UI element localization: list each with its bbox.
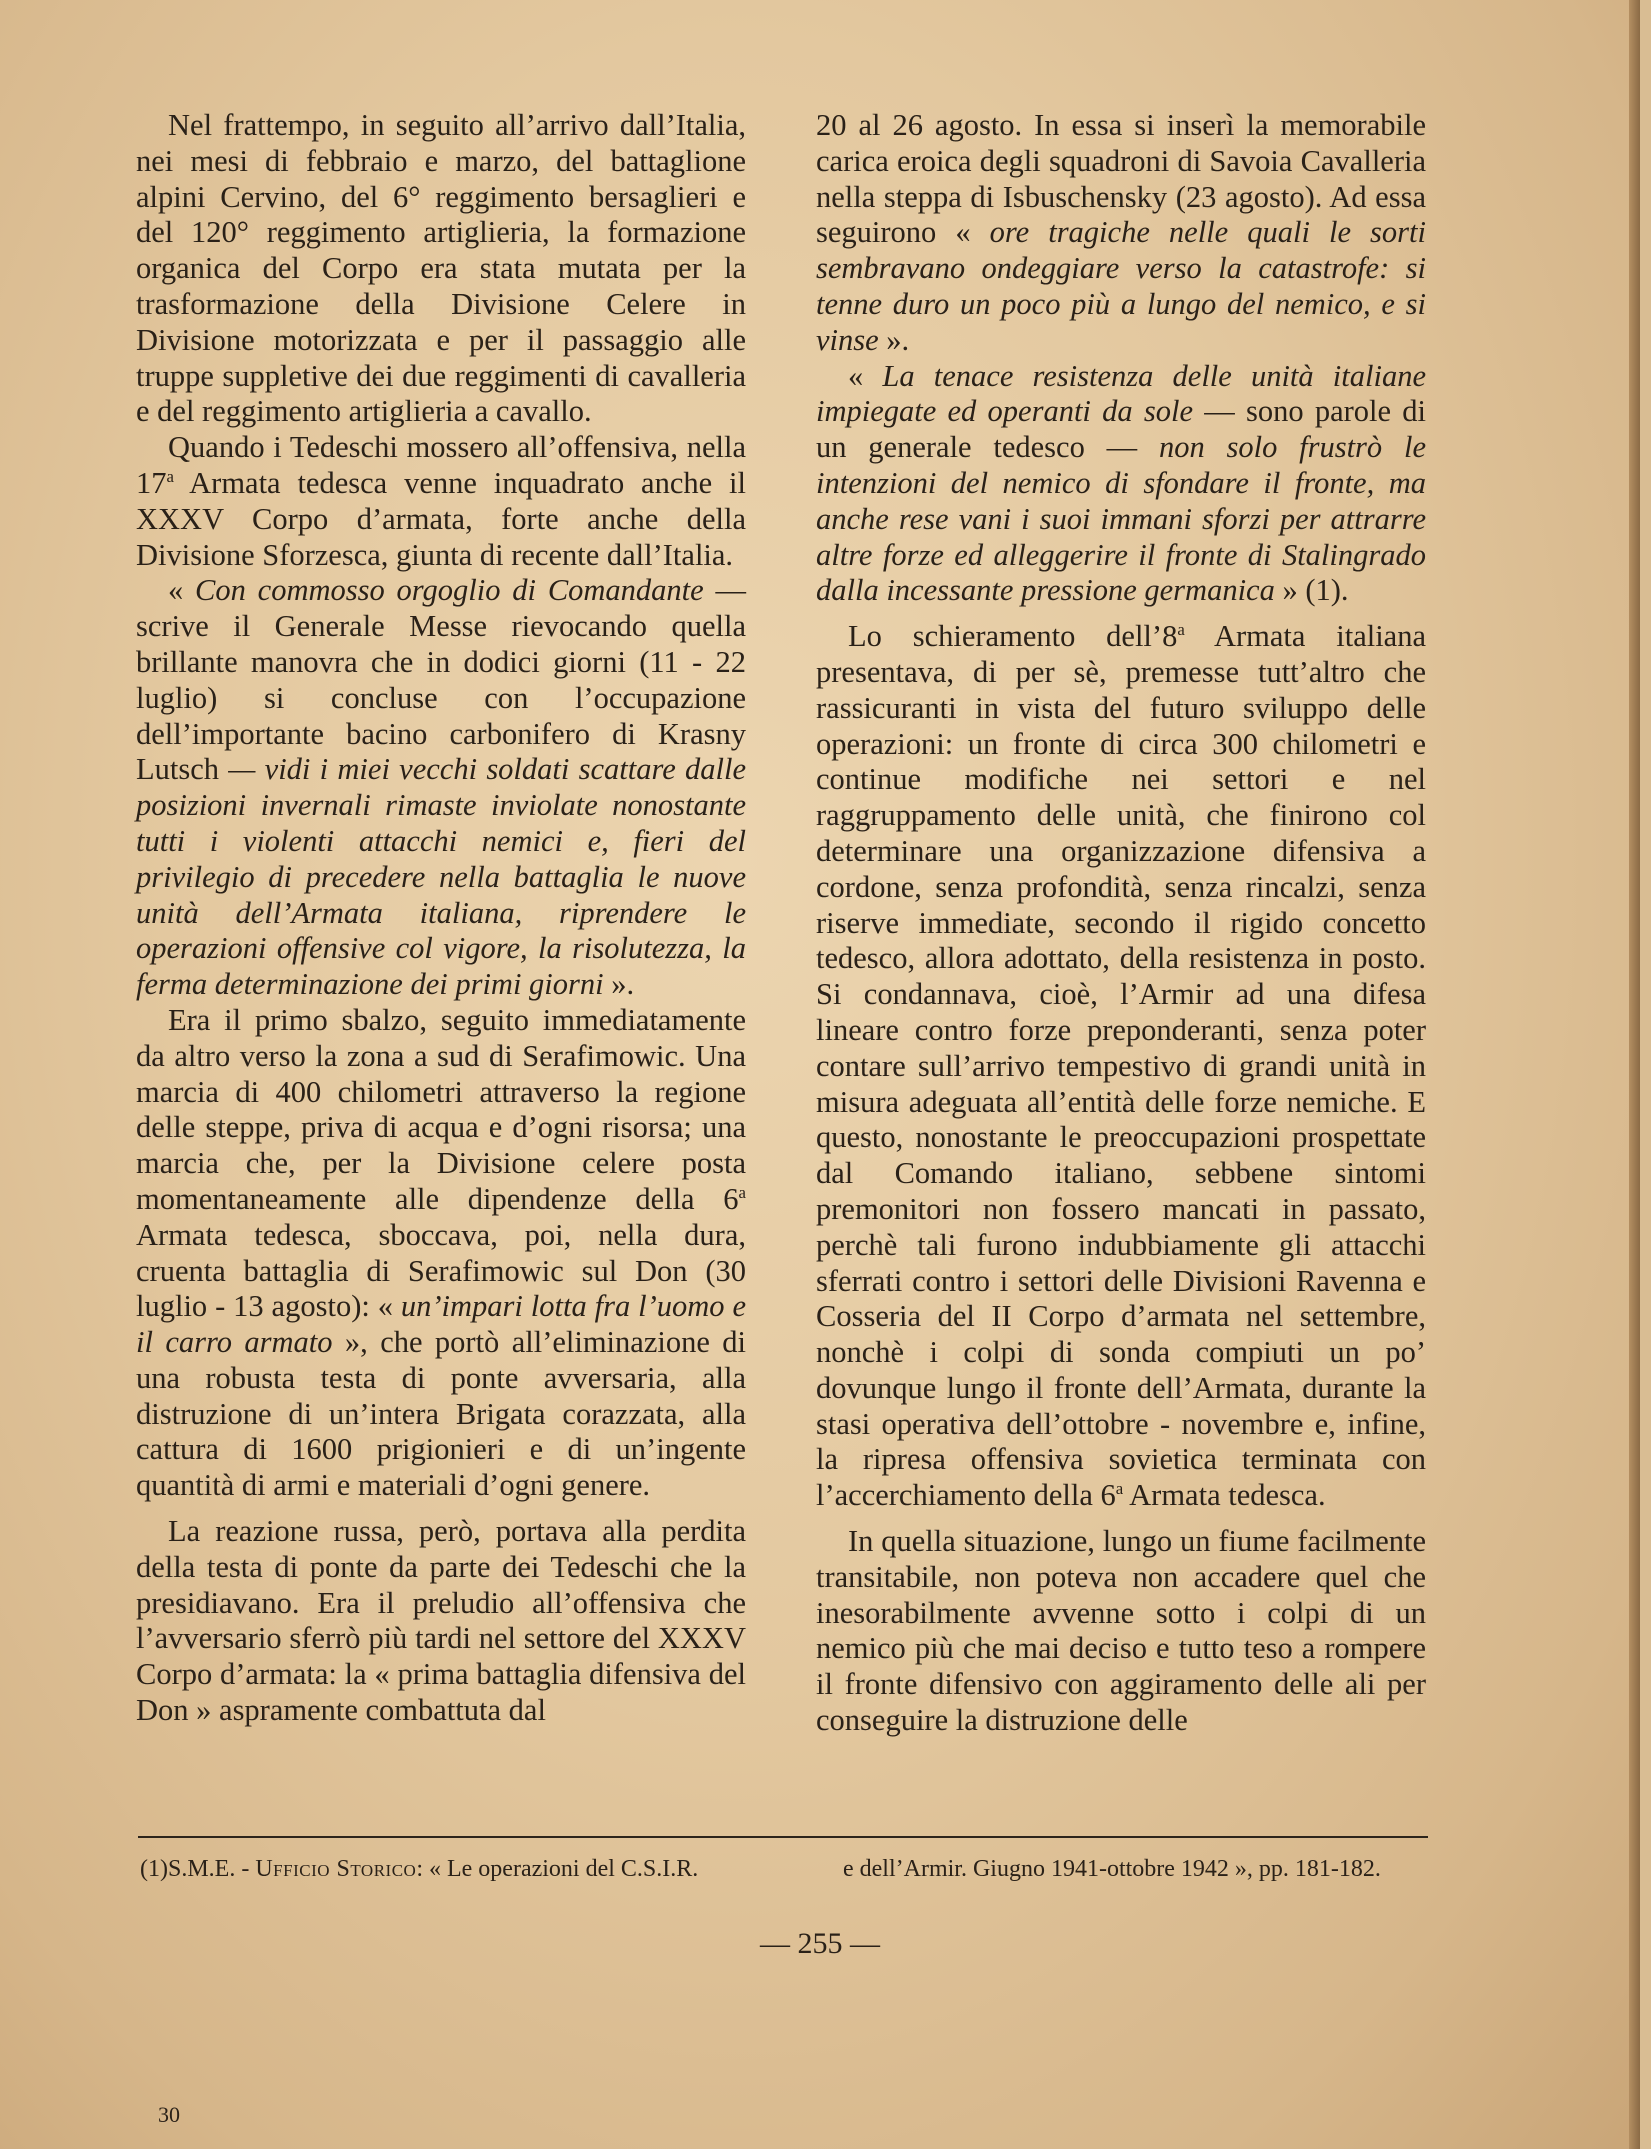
paragraph: 20 al 26 agosto. In essa si inserì la memorabile carica eroica degli squadroni di Savoia Cavalleria nella steppa di Isbuschensky (23 agosto). Ad essa seguirono « ore tragiche nelle quali le sorti sembravano ondeggiare verso la catastrofe: si tenne duro un poco più a lungo del nemico, e si vinse ». bbox=[816, 108, 1426, 357]
page-edge bbox=[1629, 0, 1640, 2149]
paragraph: Era il primo sbalzo, seguito immediatamente da altro verso la zona a sud di Serafimowic. Una marcia di 400 chilometri attraverso la regione delle steppe, priva di acqua e d’ogni risorsa; una marcia che, per la Divisione celere posta momentaneamente alle dipendenze della 6$^a$ Armata tedesca, sboccava, poi, nella dura, cruenta battaglia di Serafimowic sul Don (30 luglio - 13 agosto): « un’impari lotta fra l’uomo e il carro armato », che portò all’eliminazione di una robusta testa di ponte avversaria, alla distruzione di un’intera Brigata corazzata, alla cattura di 1600 prigionieri e di un’ingente quantità di armi e materiali d’ogni genere. bbox=[136, 1002, 746, 1503]
paragraph: « Con commosso orgoglio di Comandante — scrive il Generale Messe rievocando quella brillante manovra che in dodici giorni (11 - 22 luglio) si concluse con l’occupazione dell’importante bacino carbonifero di Krasny Lutsch — vidi i miei vecchi soldati scattare dalle posizioni invernali rimaste inviolate nonostante tutti i violenti attacchi nemici e, fieri del privilegio di precedere nella battaglia le nuove unità dell’Armata italiana, riprendere le operazioni offensive col vigore, la risolutezza, la ferma determinazione dei primi giorni ». bbox=[136, 573, 746, 1002]
signature-mark: 30 bbox=[158, 2102, 180, 2127]
paragraph: Quando i Tedeschi mossero all’offensiva, nella 17$^a$ Armata tedesca venne inquadrato anche il XXXV Corpo d’armata, forte anche della Divisione Sforzesca, giunta di recente dall’Italia. bbox=[136, 430, 746, 572]
paragraph: Nel frattempo, in seguito all’arrivo dall’Italia, nei mesi di febbraio e marzo, del battaglione alpini Cervino, del 6° reggimento bersaglieri e del 120° reggimento artiglieria, la formazione organica del Corpo era stata mutata per la trasformazione della Divisione Celere in Divisione motorizzata e per il passaggio alle truppe suppletive dei due reggimenti di cavalleria e del reggimento artiglieria a cavallo. bbox=[136, 108, 746, 429]
footnote-left: (1)S.M.E. - Ufficio Storico: « Le operazioni del C.S.I.R. bbox=[140, 1856, 699, 1882]
paragraph: In quella situazione, lungo un fiume facilmente transitabile, non poteva non accadere quel che inesorabilmente avvenne sotto i colpi di un nemico più che mai deciso e tutto teso a rompere il fronte difensivo con aggiramento delle ali per conseguire la distruzione delle bbox=[816, 1524, 1426, 1738]
left-column bbox=[136, 108, 746, 1729]
footnote-right: e dell’Armir. Giugno 1941-ottobre 1942 », pp. 181-182. bbox=[843, 1856, 1381, 1882]
paragraph: Lo schieramento dell’8$^a$ Armata italiana presentava, di per sè, premesse tutt’altro che rassicuranti in vista del futuro sviluppo delle operazioni: un fronte di circa 300 chilometri e continue modifiche nei settori e nel raggruppamento delle unità, che finirono col determinare una organizzazione difensiva a cordone, senza profondità, senza rincalzi, senza riserve immediate, secondo il rigido concetto tedesco, allora adottato, della resistenza in posto. Si condannava, cioè, l’Armir ad una difesa lineare contro forze preponderanti, senza poter contare sull’arrivo tempestivo di grandi unità in misura adeguata all’entità delle forze nemiche. E questo, nonostante le preoccupazioni prospettate dal Comando italiano, sebbene sintomi premonitori non fossero mancati in passato, perchè tali furono indubbiamente gli attacchi sferrati contro i settori delle Divisioni Ravenna e Cosseria del II Corpo d’armata nel settembre, nonchè i colpi di sonda compiuti un po’ dovunque lungo il fronte dell’Armata, durante la stasi operativa dell’ottobre - novembre e, infine, la ripresa offensiva sovietica terminata con l’accerchiamento della 6$^a$ Armata tedesca. bbox=[816, 619, 1427, 1513]
footnote-rule bbox=[138, 1836, 1428, 1838]
right-column bbox=[816, 108, 1426, 1739]
page-number: — 255 — bbox=[760, 1927, 880, 1960]
paragraph: La reazione russa, però, portava alla perdita della testa di ponte da parte dei Tedeschi che la presidiavano. Era il preludio all’offensiva che l’avversario sferrò più tardi nel settore del XXXV Corpo d’armata: la « prima battaglia difensiva del Don » aspramente combattuta dal bbox=[136, 1514, 746, 1728]
paragraph: « La tenace resistenza delle unità italiane impiegate ed operanti da sole — sono parole di un generale tedesco — non solo frustrò le intenzioni del nemico di sfondare il fronte, ma anche rese vani i suoi immani sforzi per attrarre altre forze ed alleggerire il fronte di Stalingrado dalla incessante pressione germanica » (1). bbox=[816, 358, 1426, 608]
